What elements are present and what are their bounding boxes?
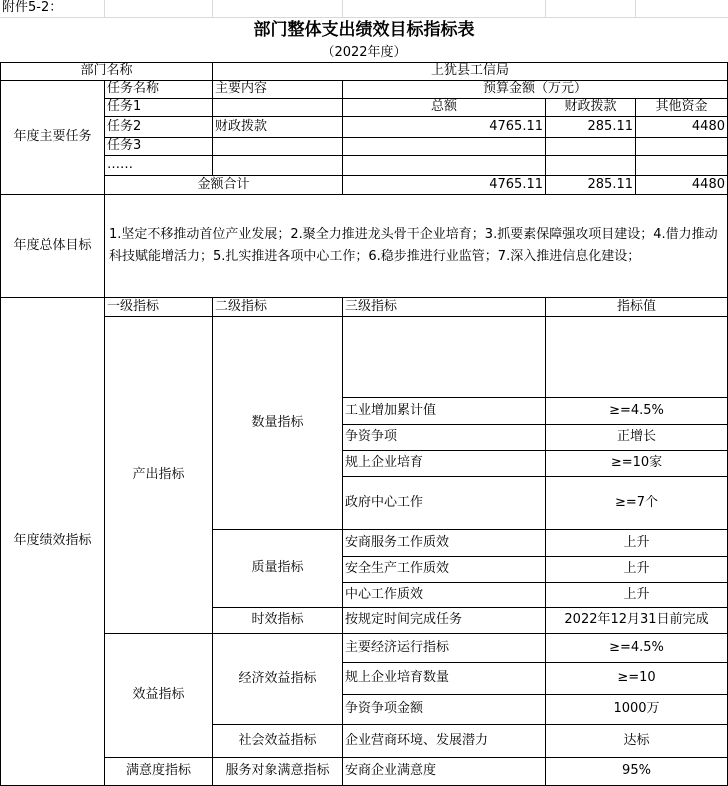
l2-quality: 质量指标 bbox=[212, 529, 343, 608]
task-row-3-content bbox=[212, 137, 343, 156]
task-row-3-name: 任务3 bbox=[104, 137, 213, 156]
perf-row-value: ≥=10家 bbox=[545, 450, 728, 477]
l2-service: 服务对象满意指标 bbox=[212, 757, 343, 786]
goal-label: 年度总体目标 bbox=[0, 194, 105, 298]
perf-row-name: 政府中心工作 bbox=[342, 476, 546, 530]
col-task-content: 主要内容 bbox=[212, 80, 343, 99]
perf-row-name: 争资争项金额 bbox=[342, 694, 546, 725]
perf-row-name: 企业营商环境、发展潜力 bbox=[342, 724, 546, 758]
col-budget: 预算金额（万元） bbox=[342, 80, 728, 99]
perf-row-name: 工业增加累计值 bbox=[342, 397, 546, 425]
task-row-4-name: …… bbox=[104, 155, 213, 176]
tasks-section-label: 年度主要任务 bbox=[0, 80, 105, 195]
dept-value: 上犹县工信局 bbox=[212, 62, 728, 81]
task-row-4-other bbox=[635, 155, 728, 176]
perf-blank-name bbox=[342, 316, 546, 398]
perf-row-value: 正增长 bbox=[545, 424, 728, 451]
l1-satisfaction: 满意度指标 bbox=[104, 757, 213, 786]
sheet-gridline bbox=[212, 0, 213, 17]
perf-row-name: 安全生产工作质效 bbox=[342, 556, 546, 583]
task-row-2-fiscal: 285.11 bbox=[545, 116, 636, 138]
perf-row-value: 达标 bbox=[545, 724, 728, 758]
perf-row-value: ≥=7个 bbox=[545, 476, 728, 530]
perf-row-name: 中心工作质效 bbox=[342, 582, 546, 608]
task-row-2-total: 4765.11 bbox=[342, 116, 546, 138]
perf-row-name: 安商企业满意度 bbox=[342, 757, 546, 786]
year-label: （2022年度） bbox=[321, 44, 407, 60]
perf-h3: 三级指标 bbox=[342, 297, 546, 317]
page-title: 部门整体支出绩效目标指标表 bbox=[253, 20, 475, 41]
goal-text: 1.坚定不移推动首位产业发展；2.聚全力推进龙头骨干企业培育；3.抓要素保障强攻项目建设；4.借力推动科技赋能增活力；5.扎实推进各项中心工作；6.稳步推进行业监管；7.深入推进信息化建设； bbox=[104, 194, 728, 298]
col-total: 总额 bbox=[342, 98, 546, 117]
l2-economic: 经济效益指标 bbox=[212, 633, 343, 725]
l1-output: 产出指标 bbox=[104, 316, 213, 634]
perf-row-name: 主要经济运行指标 bbox=[342, 633, 546, 663]
perf-row-name: 安商服务工作质效 bbox=[342, 529, 546, 557]
sheet-gridline bbox=[635, 0, 636, 17]
perf-row-value: 95% bbox=[545, 757, 728, 786]
task-row-2-name: 任务2 bbox=[104, 116, 213, 138]
task-row-1-content bbox=[212, 98, 343, 117]
task-row-4-fiscal bbox=[545, 155, 636, 176]
l1-benefit: 效益指标 bbox=[104, 633, 213, 758]
perf-row-value: 上升 bbox=[545, 556, 728, 583]
task-row-1-name: 任务1 bbox=[104, 98, 213, 117]
sum-fiscal: 285.11 bbox=[545, 175, 636, 195]
perf-blank-value bbox=[545, 316, 728, 398]
perf-row-name: 争资争项 bbox=[342, 424, 546, 451]
perf-row-name: 按规定时间完成任务 bbox=[342, 607, 546, 634]
perf-row-value: 2022年12月31日前完成 bbox=[545, 607, 728, 634]
sheet-gridline bbox=[545, 0, 546, 17]
perf-label: 年度绩效指标 bbox=[0, 297, 105, 786]
dept-label: 部门名称 bbox=[0, 62, 213, 81]
sheet-gridline bbox=[104, 0, 105, 17]
l2-social: 社会效益指标 bbox=[212, 724, 343, 758]
l2-timeliness: 时效指标 bbox=[212, 607, 343, 634]
perf-row-value: ≥=4.5% bbox=[545, 633, 728, 663]
attachment-label: 附件5-2： bbox=[2, 0, 63, 16]
task-row-3-total bbox=[342, 137, 546, 156]
col-task-name: 任务名称 bbox=[104, 80, 213, 99]
sum-total: 4765.11 bbox=[342, 175, 546, 195]
perf-row-name: 规上企业培育 bbox=[342, 450, 546, 477]
sum-label: 金额合计 bbox=[104, 175, 343, 195]
col-fiscal: 财政拨款 bbox=[545, 98, 636, 117]
sheet-gridline bbox=[342, 0, 343, 17]
perf-row-value: 上升 bbox=[545, 529, 728, 557]
task-row-4-content bbox=[212, 155, 343, 176]
perf-row-value: ≥=10 bbox=[545, 662, 728, 695]
task-row-3-fiscal bbox=[545, 137, 636, 156]
perf-row-value: ≥=4.5% bbox=[545, 397, 728, 425]
perf-h2: 二级指标 bbox=[212, 297, 343, 317]
task-row-4-total bbox=[342, 155, 546, 176]
l2-quantity: 数量指标 bbox=[212, 316, 343, 530]
col-other: 其他资金 bbox=[635, 98, 728, 117]
perf-row-name: 规上企业培育数量 bbox=[342, 662, 546, 695]
task-row-2-content: 财政拨款 bbox=[212, 116, 343, 138]
sum-other: 4480 bbox=[635, 175, 728, 195]
perf-row-value: 上升 bbox=[545, 582, 728, 608]
perf-row-value: 1000万 bbox=[545, 694, 728, 725]
task-row-2-other: 4480 bbox=[635, 116, 728, 138]
perf-hv: 指标值 bbox=[545, 297, 728, 317]
task-row-3-other bbox=[635, 137, 728, 156]
perf-h1: 一级指标 bbox=[104, 297, 213, 317]
